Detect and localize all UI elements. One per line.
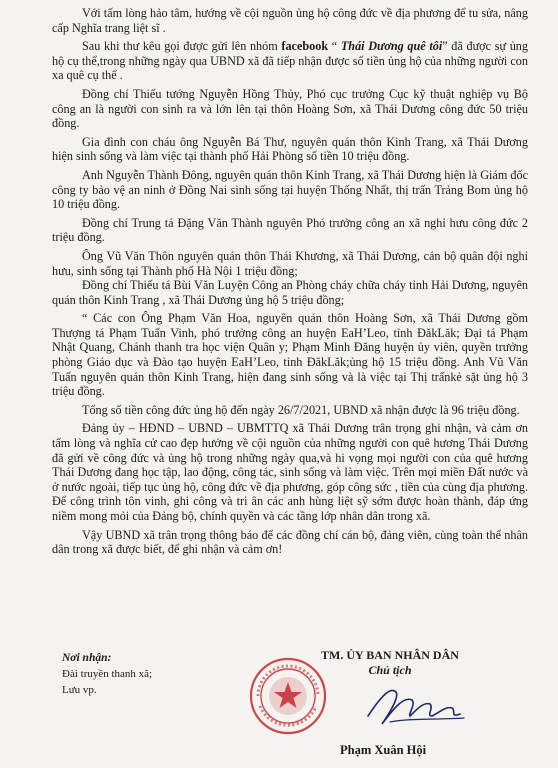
paragraph-donor-2: Gia đình con cháu ông Nguyễn Bá Thư, nguyên quán thôn Kinh Trang, xã Thái Dương hiện sinh sống và làm việc tại thành phố Hải Phòng số tiền 10 triệu đồng. xyxy=(52,134,528,164)
document-body xyxy=(52,6,528,557)
paragraph-donor-6: Đồng chí Thiếu tá Bùi Văn Luyện Công an Phòng cháy chữa cháy tỉnh Hải Dương, nguyên quán thôn Kinh Trang , xã Thái Dương ủng hộ 5 triệu đồng; xyxy=(52,278,528,307)
paragraph-announcement: Vậy UBND xã trân trọng thông báo để các đồng chí cán bộ, đảng viên, cùng toàn thể nhân dân trong xã được biết, để ghi nhận và cảm ơn! xyxy=(52,527,528,557)
signature-block xyxy=(290,648,490,757)
group-name: Thái Dương quê tôi xyxy=(340,39,443,54)
paragraph-donor-1: Đồng chí Thiếu tướng Nguyễn Hồng Thủy, Phó cục trưởng Cục kỹ thuật nghiệp vụ Bộ công an là người con sinh ra và lớn lên tại thôn Hoàng Sơn, xã Thái Dương công đức 50 triệu đồng. xyxy=(52,86,528,131)
signer-organization: TM. ỦY BAN NHÂN DÂN xyxy=(321,648,459,662)
signer-name: Phạm Xuân Hội xyxy=(340,743,427,757)
paragraph-intro: Với tấm lòng hảo tâm, hướng về cội nguồn ủng hộ công đức về địa phương để tu sửa, nâng cấp Nghĩa trang liệt sĩ . xyxy=(52,6,528,35)
paragraph-total: Tổng số tiền công đức ủng hộ đến ngày 26/7/2021, UBND xã nhận được là 96 triệu đồng. xyxy=(82,402,520,417)
paragraph-donor-7: “ Các con Ông Phạm Văn Hoa, nguyên quán thôn Hoàng Sơn, xã Thái Dương gồm Thượng tá Phạm Tuấn Vinh, phó trưởng công an huyện EaH’Leo, tỉnh ĐăkLăk; Đại tá Phạm Nhật Quang, Chánh thanh tra học viện Quân y; Phạm Minh Đăng huyện ủy viên, quyền trưởng phòng Giáo dục và Đào tạo huyện EaH’Leo, tỉnh ĐăkLăk;ủng hộ 15 triệu đồng. Anh Vũ Văn Tuấn nguyên quán thôn Kinh Trang, hiện đang sinh sống và là việc tại Thị trấnkẻ sặt ủng hộ 3 triệu đồng. xyxy=(52,311,528,399)
signer-role: Chủ tịch xyxy=(368,663,412,677)
official-seal-icon xyxy=(248,656,328,736)
paragraph-donor-5: Ông Vũ Văn Thôn nguyên quán thôn Thái Khương, xã Thái Dương, cán bộ quân đội nghỉ hưu, sinh sống tại Thành phố Hà Nội 1 triệu đồng; xyxy=(52,248,528,278)
document-footer xyxy=(52,650,528,760)
paragraph-donor-3: Anh Nguyễn Thành Đông, nguyên quán thôn Kinh Trang, xã Thái Dương hiện là Giám đốc công ty bảo vệ an ninh ở Đồng Nai sinh sống tại huyện Thống Nhất, thị trấn Trảng Bom ủng hộ 10 triệu đồng. xyxy=(52,167,528,212)
handwritten-signature-icon xyxy=(360,678,470,733)
recipient-item: Lưu vp. xyxy=(62,684,97,696)
paragraph-facebook-appeal: Sau khi thư kêu gọi được gửi lên nhóm facebook “ Thái Dương quê tôi” đã được sự ủng hộ cụ thể,trong những ngày qua UBND xã đã tiếp nhận được số tiền ủng hộ của những người con xa quê cụ thể . xyxy=(52,39,528,83)
recipient-item: Đài truyền thanh xã; xyxy=(62,668,153,680)
paragraph-donor-4: Đồng chí Trung tá Đặng Văn Thành nguyên Phó trưởng công an xã nghỉ hưu công đức 2 triệu đồng. xyxy=(52,215,528,245)
paragraph-acknowledgement: Đảng ủy – HĐND – UBND – UBMTTQ xã Thái Dương trân trọng ghi nhận, và cảm ơn tấm lòng và nghĩa cử cao đẹp hướng về cội nguồn của những người con quê hương Thái Dương đã gửi về công đức và ủng hộ trong những ngày qua,và hi vọng mọi người con của quê hương Thái Dương đang học tập, lao động, công tác, sinh sống và làm việc. Trên mọi miền Đất nước và ở nước ngoài, tiếp tục ủng hộ, công đức về địa phương, góp công sức , tiền của cùng địa phương. Để công trình tôn vinh, ghi công và tri ân các anh hùng liệt sỹ sớm được hoàn thành, đáp ứng niềm mong mỏi của Đảng bộ, chính quyền và các tầng lớp nhân dân trong xã. xyxy=(52,421,528,523)
recipients-label: Nơi nhận: xyxy=(62,652,112,664)
recipients-block xyxy=(62,650,152,698)
facebook-label: facebook xyxy=(281,39,329,54)
